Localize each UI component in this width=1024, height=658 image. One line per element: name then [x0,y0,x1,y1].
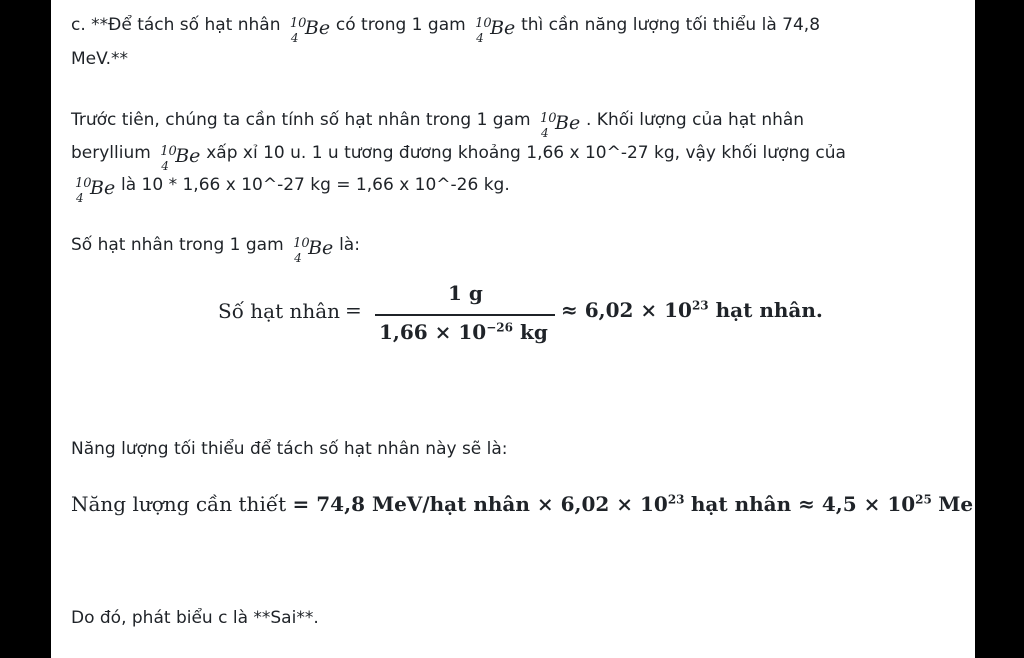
paragraph-energy-intro: Năng lượng tối thiểu để tách số hạt nhân này sẽ là: [71,439,508,459]
eq1-lhs: Số hạt nhân [218,299,341,323]
paragraph-mass-line3: 10 4 Be là 10 * 1,66 x 10^-27 kg = 1,66 x 10^-26 kg. [71,170,510,201]
statement-c-line2: MeV.** [71,49,128,69]
conclusion: Do đó, phát biểu c là **Sai**. [71,608,319,628]
paragraph-mass-line1: Trước tiên, chúng ta cần tính số hạt nhân trong 1 gam 10 4 Be . Khối lượng của hạt nhân [71,105,804,136]
eq2-lhs: Năng lượng cần thiết [71,492,287,516]
eq1-numerator: 1 g [448,281,483,305]
nuclide-symbol: 10 4 Be [160,144,201,173]
nuclide-symbol: 10 4 Be [475,16,516,45]
eq2-part1: = 74,8 MeV/hạt nhân × 6,02 × 10 [292,492,668,516]
nuclide-symbol: 10 4 Be [539,111,581,140]
statement-c-text: thì cần năng lượng tối thiểu là 74,8 [521,15,821,35]
answer-document [51,0,975,658]
eq1-result: ≈ $6,02 \times 10^{23}$ hạt nhân. [561,298,823,322]
paragraph-count-intro: Số hạt nhân trong 1 gam 10 4 Be là: [71,230,360,261]
statement-c-text: c. **Để tách số hạt nhân [71,15,281,35]
eq2-tail: Me [938,492,974,516]
nuclide-symbol: 10 4 Be [75,176,116,205]
statement-c-text: có trong 1 gam [335,15,466,35]
fraction-bar [375,314,555,316]
nuclide-symbol: 10 4 Be [289,16,331,45]
statement-c [71,10,821,45]
eq2-part2: hạt nhân ≈ 4,5 × 10 [690,492,916,516]
equation-energy: Năng lượng cần thiết = 74,8 MeV/hạt nhân × $6,02 \times 10^{23}$ hạt nhân ≈ $4,5 \times 10^{25}$ Me [71,492,974,516]
paragraph-mass-line2: beryllium 10 4 Be xấp xỉ 10 u. 1 u tương đương khoảng 1,66 x 10^-27 kg, vậy khối lượng của [71,138,846,169]
eq1-equals: = [345,298,362,322]
eq1-denominator: $1,66 \times 10^{-26}$ kg [379,320,548,344]
nuclide-symbol: 10 4 Be [293,236,334,265]
